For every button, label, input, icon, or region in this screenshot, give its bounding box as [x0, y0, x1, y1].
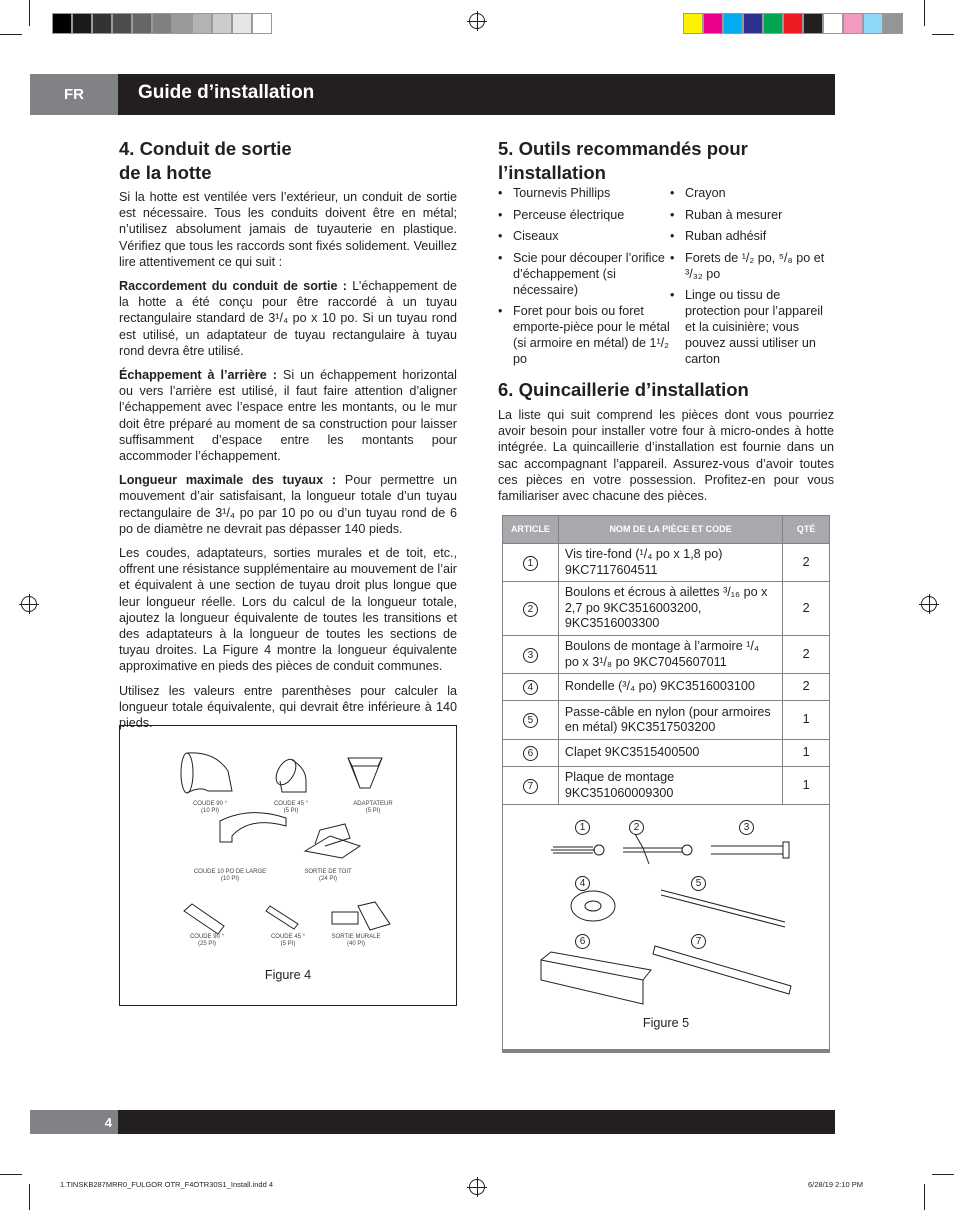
gray-swatch [112, 13, 132, 34]
figure-caption: Figure 4 [264, 968, 312, 982]
gray-swatch [192, 13, 212, 34]
gray-swatch [92, 13, 112, 34]
tools-list [670, 185, 830, 373]
color-swatch [723, 13, 743, 34]
description-cell: Boulons de montage à l’armoire ¹/₄ po x 3¹/₈ po 9KC7045607011 [558, 636, 782, 674]
color-swatch [683, 13, 703, 34]
part-label: COUDE 45 ° (5 PI) [273, 801, 309, 814]
registration-mark-icon [469, 1179, 485, 1195]
gray-swatch [52, 13, 72, 34]
description-cell: Boulons et écrous à ailettes ³/₁₆ po x 2,7 po 9KC3516003200, 9KC3516003300 [558, 582, 782, 636]
description-cell: Vis tire-fond (¹/₄ po x 1,8 po) 9KC7117604511 [558, 544, 782, 582]
part-label: ADAPTATEUR (5 PI) [353, 801, 393, 814]
article-cell: 7 [503, 767, 559, 805]
gray-swatch [152, 13, 172, 34]
list-item: • Perceuse électrique [498, 207, 670, 223]
part-label: COUDE 90 ° (10 PI) [192, 801, 228, 814]
color-swatch [803, 13, 823, 34]
list-item: • Crayon [670, 185, 830, 201]
duct-parts-illustration [120, 726, 456, 966]
paragraph: Utilisez les valeurs entre parenthèses pour calculer la longueur totale équivalente, qui devrait être inférieure à 140 pieds. [119, 683, 457, 731]
color-swatch [843, 13, 863, 34]
roof-cap-icon [305, 824, 360, 858]
list-item: • Ruban à mesurer [670, 207, 830, 223]
list-item: • Forets de ¹/₂ po, ⁵/₈ po et ³/₃₂ po [670, 250, 830, 282]
hardware-illustration [503, 804, 829, 1014]
file-name: 1.TINSKB287MRR0_FULGOR OTR_F4OTR30S1_Install.indd 4 [60, 1180, 273, 1189]
article-cell: 3 [503, 636, 559, 674]
section-5 [498, 137, 834, 373]
damper-icon [541, 952, 651, 1004]
table-row [503, 767, 830, 805]
article-cell: 1 [503, 544, 559, 582]
gray-swatch [132, 13, 152, 34]
gray-swatch [172, 13, 192, 34]
straight-duct-5-icon [266, 906, 298, 929]
section-5-title: 5. Outils recommandés pour l’installation [498, 138, 748, 183]
description-cell: Plaque de montage 9KC351060009300 [558, 767, 782, 805]
nylon-grommet-icon [661, 890, 785, 927]
page-number: 4 [30, 1110, 118, 1134]
color-swatch [863, 13, 883, 34]
list-item: • Scie pour découper l’orifice d’échappement (si nécessaire) [498, 250, 670, 298]
registration-mark-icon [21, 596, 37, 612]
paragraph: Longueur maximale des tuyaux : Pour permettre un mouvement d’air satisfaisant, la longueur totale d’un tuyau rectangulaire de 3¹/₄ po par 10 po ou d’un tuyau rond de 6 po de diamètre ne devrait pas dépasser 140 pieds. [119, 473, 457, 536]
crop-mark [924, 1184, 925, 1210]
print-date: 6/28/19 2:10 PM [808, 1180, 864, 1189]
quantity-cell: 2 [783, 674, 830, 701]
figure-4 [119, 725, 457, 1006]
part-label: COUDE 90 ° (25 PI) [189, 934, 225, 947]
description-cell: Passe-câble en nylon (pour armoires en métal) 9KC3517503200 [558, 701, 782, 740]
callout-number: 6 [575, 934, 590, 949]
table-row [503, 544, 830, 582]
table-row [503, 636, 830, 674]
figure-5 [502, 804, 830, 1053]
column-header: ARTICLE [503, 516, 559, 544]
part-label: SORTIE DE TOIT (24 PI) [304, 869, 352, 882]
mounting-bolt-icon [711, 842, 789, 858]
language-tag: FR [30, 74, 118, 115]
crop-mark [0, 1174, 22, 1175]
crop-mark [924, 0, 925, 26]
callout-number: 3 [739, 820, 754, 835]
list-item: • Foret pour bois ou foret emporte-pièce pour le métal (si armoire en métal) de 1¹/₂ po [498, 303, 670, 367]
list-item: • Ruban adhésif [670, 228, 830, 244]
gray-swatch [232, 13, 252, 34]
page-title: Guide d’installation [138, 82, 315, 103]
color-swatch [763, 13, 783, 34]
header-band [30, 74, 835, 115]
elbow-45-icon [272, 756, 306, 792]
list-item: • Ciseaux [498, 228, 670, 244]
callout-number: 1 [575, 820, 590, 835]
intro-text: Si la hotte est ventilée vers l’extérieur, un conduit de sortie est nécessaire. Tous les conduits doivent être en métal; n’utilisez absolument jamais de tuyauterie en plastique. Vérifiez que tous les raccords sont fixés solidement. Veuillez lire attentivement ce qui suit : [119, 190, 457, 269]
article-cell: 2 [503, 582, 559, 636]
section-4-title: 4. Conduit de sortie de la hotte [119, 138, 292, 183]
description-cell: Clapet 9KC3515400500 [558, 740, 782, 767]
toggle-bolt-icon [623, 834, 692, 864]
straight-duct-25-icon [184, 904, 224, 934]
footer-band [30, 1110, 835, 1134]
table-row [503, 582, 830, 636]
list-item: • Linge ou tissu de protection pour l’appareil et la cuisinière; vous pouvez aussi utiliser un carton [670, 287, 830, 367]
callout-number: 7 [691, 934, 706, 949]
section-6 [498, 378, 834, 512]
color-swatch [703, 13, 723, 34]
lag-screw-icon [551, 845, 604, 855]
registration-mark-icon [921, 596, 937, 612]
list-item: • Tournevis Phillips [498, 185, 670, 201]
crop-mark [29, 0, 30, 26]
quantity-cell: 2 [783, 544, 830, 582]
column-header: QTÉ [783, 516, 830, 544]
paragraph: Échappement à l’arrière : Si un échappement horizontal ou vers l’arrière est utilisé, il faut faire attention d’aligner l’échappement avec l’espace entre les montants, ou le mur doit être préparé au moment de sa construction pour laisser suffisamment d’espace entre les montants pour accommoder l’échappement. [119, 368, 457, 464]
table-row [503, 701, 830, 740]
adapter-icon [348, 758, 382, 788]
figure-caption: Figure 5 [642, 1016, 690, 1030]
quantity-cell: 1 [783, 740, 830, 767]
callout-number: 4 [575, 876, 590, 891]
callout-number: 2 [629, 820, 644, 835]
wall-cap-icon [332, 902, 390, 930]
quantity-cell: 2 [783, 582, 830, 636]
article-cell: 6 [503, 740, 559, 767]
washer-icon [571, 891, 615, 921]
registration-mark-icon [469, 13, 485, 29]
callout-number: 5 [691, 876, 706, 891]
crop-mark [29, 1184, 30, 1210]
color-swatch [783, 13, 803, 34]
color-swatch [883, 13, 903, 34]
elbow-10in-icon [220, 813, 286, 842]
part-label: SORTIE MURALE (40 PI) [331, 934, 381, 947]
table-row [503, 674, 830, 701]
paragraph: Les coudes, adaptateurs, sorties murales et de toit, etc., offrent une résistance supplémentaire au mouvement de l’air et équivalent à une section de tuyau droit plus longue que leur longueur réelle. Lors du calcul de la longueur totale, ajoutez la longueur équivalente de toutes les transitions et des adaptateurs à la longueur de toutes les sections de tuyau droites. La Figure 4 montre la longueur équivalente approximative en pieds des pièces de conduit communes. [119, 546, 457, 674]
crop-mark [932, 34, 954, 35]
color-swatch [823, 13, 843, 34]
paragraph: Raccordement du conduit de sortie : L’échappement de la hotte a été conçu pour être raccordé à un tuyau rectangulaire standard de 3¹/₄ po x 10 po. Si un tuyau rond est utilisé, un adaptateur de tuyau rectangulaire à tuyau rond devra être utilisé. [119, 279, 457, 358]
part-label: COUDE 45 ° (5 PI) [270, 934, 306, 947]
section-6-title: 6. Quincaillerie d’installation [498, 379, 749, 400]
intro-text: La liste qui suit comprend les pièces dont vous pourriez avoir besoin pour installer votre four à micro-ondes à hotte intégrée. La quincaillerie d’installation est fournie dans un sac accompagnant l’appareil. Assurez-vous d’avoir toutes ces pièces en votre possession. Profitez-en pour vous familiariser avec chacune des pièces. [498, 408, 834, 504]
crop-mark [932, 1174, 954, 1175]
article-cell: 5 [503, 701, 559, 740]
crop-mark [0, 34, 22, 35]
section-4 [119, 137, 457, 739]
quantity-cell: 1 [783, 701, 830, 740]
mounting-plate-icon [653, 946, 791, 994]
gray-swatch [212, 13, 232, 34]
quantity-cell: 2 [783, 636, 830, 674]
article-cell: 4 [503, 674, 559, 701]
gray-swatch [72, 13, 92, 34]
elbow-90-icon [181, 753, 232, 793]
description-cell: Rondelle (³/₄ po) 9KC3516003100 [558, 674, 782, 701]
hardware-table [502, 515, 830, 805]
tools-list [498, 185, 670, 373]
quantity-cell: 1 [783, 767, 830, 805]
column-header: NOM DE LA PIÈCE ET CODE [558, 516, 782, 544]
table-row [503, 740, 830, 767]
gray-swatch [252, 13, 272, 34]
color-swatch [743, 13, 763, 34]
part-label: COUDE 10 PO DE LARGE (10 PI) [193, 869, 267, 882]
